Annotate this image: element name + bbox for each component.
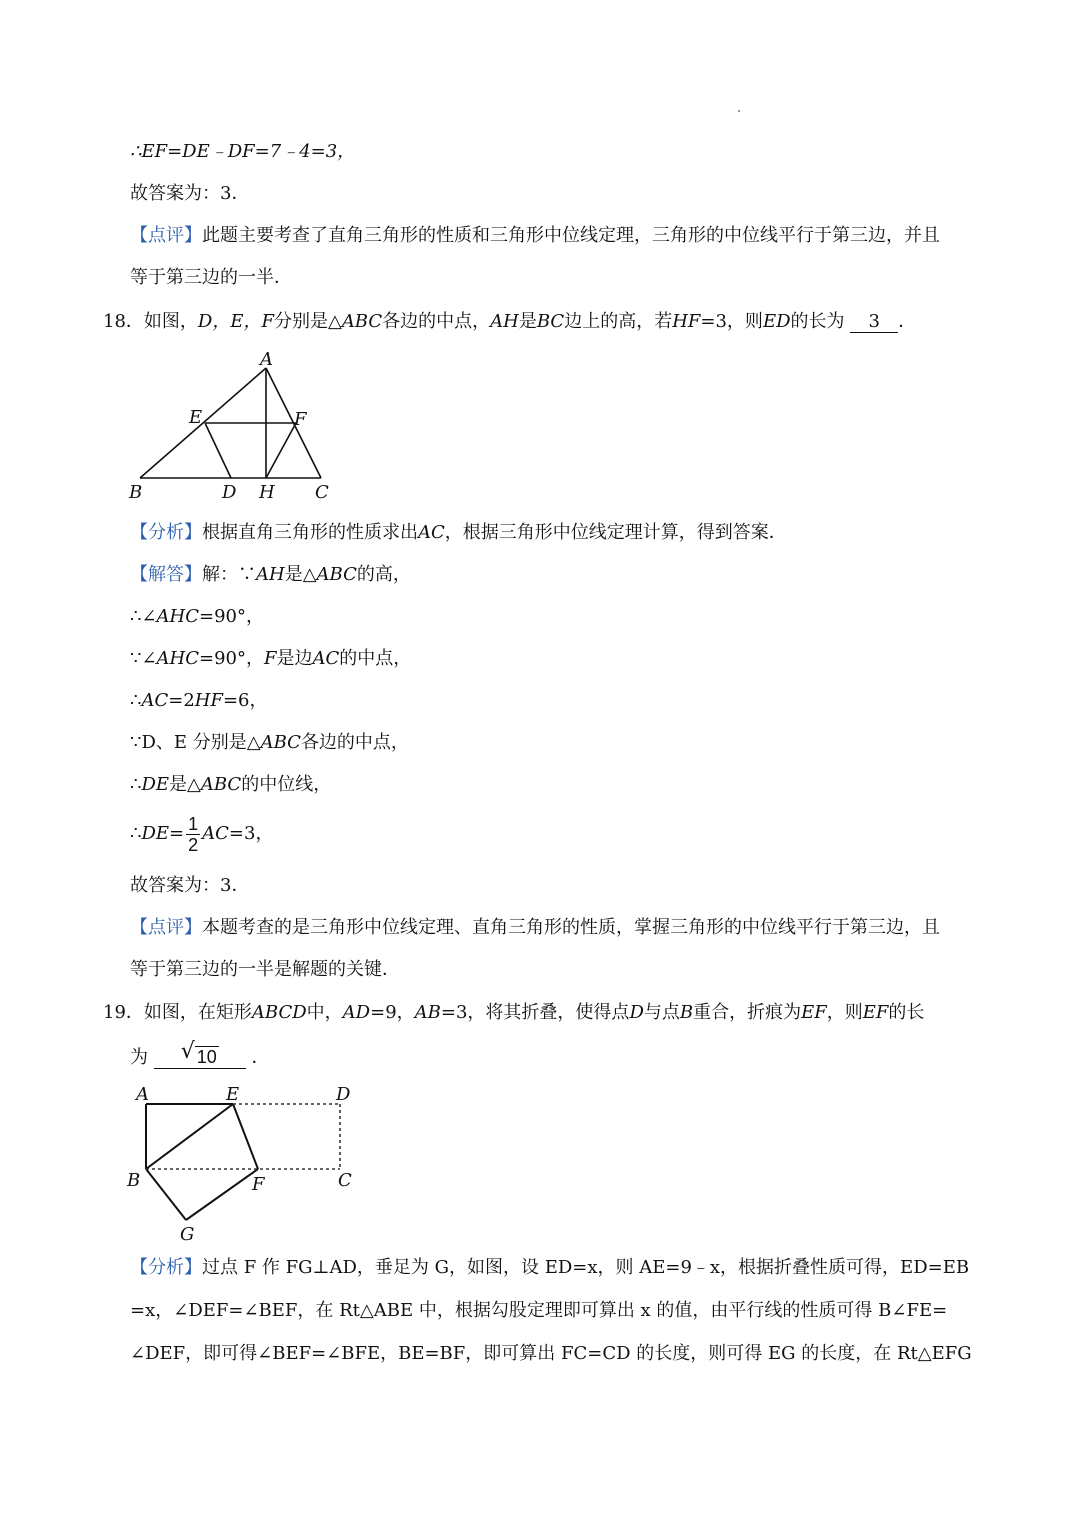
- question-18: 18．如图，D，E，F分别是△ABC各边的中点，AH是BC边上的高，若HF=3，则ED的长为 3 ．: [103, 311, 917, 332]
- equation-text: ∴EF=DE﹣DF=7﹣4=3，: [130, 141, 356, 162]
- fraction-half: $\frac{1}{2}$: [188, 813, 199, 855]
- label-e: E: [189, 407, 203, 428]
- rectangle-figure-19: [122, 1078, 367, 1248]
- segment-ef: [233, 1104, 258, 1169]
- solution-line: ∵D、E 分别是△ABC各边的中点，: [130, 732, 409, 753]
- comment-tag: 【点评】: [130, 917, 202, 938]
- solution-line: ∴∠AHC=90°，: [130, 606, 265, 627]
- segment-gf: [186, 1169, 258, 1220]
- label-a: A: [136, 1084, 149, 1105]
- label-a: A: [260, 349, 273, 370]
- solution-line: ∴DE= $\frac{1}{2}$ AC=3，: [130, 813, 274, 855]
- label-f: F: [294, 409, 307, 430]
- segment-be: [146, 1104, 233, 1169]
- triangle-figure-18: [125, 345, 340, 510]
- solution-line: 【解答】解：∵AH是△ABC的高，: [130, 564, 411, 585]
- question-19-line2: 为 √ 10 ．: [130, 1039, 270, 1068]
- answer-blank: 3: [850, 312, 898, 333]
- label-e: E: [226, 1084, 240, 1105]
- analysis-tag: 【分析】: [130, 522, 202, 543]
- text-line: [130, 266, 292, 290]
- label-c: C: [338, 1170, 352, 1191]
- comment-text: 等于第三边的一半．: [130, 267, 292, 288]
- comment-tag: 【点评】: [130, 225, 202, 246]
- solution-line: ∴DE是△ABC的中位线，: [130, 774, 332, 795]
- text-line: [130, 140, 355, 164]
- comment-text: 此题主要考查了直角三角形的性质和三角形中位线定理，三角形的中位线平行于第三边，并且: [202, 225, 940, 246]
- comment-line: 等于第三边的一半是解题的关键．: [130, 959, 400, 980]
- label-g: G: [180, 1224, 195, 1245]
- segment-bg: [146, 1169, 186, 1220]
- label-c: C: [315, 482, 329, 503]
- answer-text: 故答案为：3．: [130, 183, 250, 204]
- comment-line: 【点评】本题考查的是三角形中位线定理、直角三角形的性质，掌握三角形的中位线平行于第三边，且: [130, 917, 940, 938]
- label-d: D: [336, 1084, 351, 1105]
- analysis-19-line2: =x，∠DEF=∠BEF，在 Rt△ABE 中，根据勾股定理即可算出 x 的值，由平行线的性质可得 B∠FE=: [130, 1300, 948, 1321]
- sqrt-ten: √ 10: [180, 1039, 217, 1067]
- label-h: H: [259, 482, 275, 503]
- question-19: 19．如图，在矩形ABCD中，AD=9，AB=3，将其折叠，使得点D与点B重合，折痕为EF，则EF的长: [103, 1002, 925, 1023]
- label-d: D: [222, 482, 237, 503]
- segment-ed: [205, 423, 231, 478]
- solution-line: ∴AC=2HF=6，: [130, 690, 268, 711]
- scan-speck: [738, 110, 740, 112]
- comment-line: [130, 224, 940, 248]
- label-b: B: [127, 1170, 141, 1191]
- segment-fh: [266, 423, 296, 478]
- analysis-tag: 【分析】: [130, 1257, 202, 1278]
- solution-line: 故答案为：3．: [130, 875, 250, 896]
- analysis-19-line3: ∠DEF，即可得∠BEF=∠BFE，BE=BF，即可算出 FC=CD 的长度，则可得 EG 的长度，在 Rt△EFG: [130, 1343, 972, 1364]
- text-line: [130, 182, 249, 206]
- label-b: B: [129, 482, 143, 503]
- solution-tag: 【解答】: [130, 564, 202, 585]
- label-f: F: [252, 1174, 265, 1195]
- analysis-19: 【分析】过点 F 作 FG⊥AD，垂足为 G，如图，设 ED=x，则 AE=9﹣x，根据折叠性质可得，ED=EB: [130, 1257, 970, 1278]
- analysis-18: 【分析】根据直角三角形的性质求出AC，根据三角形中位线定理计算，得到答案．: [130, 522, 787, 543]
- solution-line: ∵∠AHC=90°，F是边AC的中点，: [130, 648, 412, 669]
